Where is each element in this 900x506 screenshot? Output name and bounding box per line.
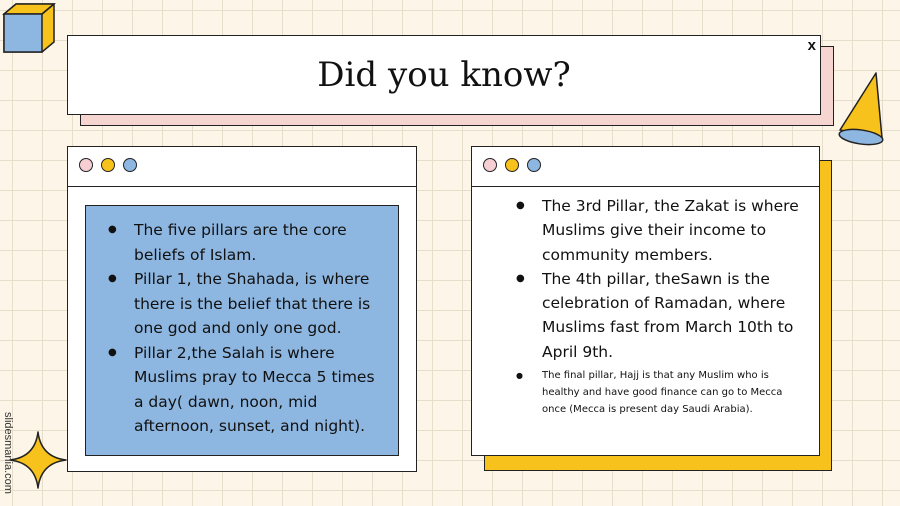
window-dot-pink <box>79 158 93 172</box>
watermark-text: slidesmania.com <box>2 412 14 494</box>
list-item: ● Pillar 1, the Shahada, is where there is the belief that there is one god and only one god. <box>100 267 388 341</box>
right-bullet-list <box>472 187 819 418</box>
right-window <box>471 146 820 456</box>
page-title: Did you know? <box>317 55 571 95</box>
cube-icon <box>2 2 56 54</box>
list-item: ● The 3rd Pillar, the Zakat is where Muslims give their income to community members. <box>508 194 807 267</box>
left-content-box <box>85 205 399 456</box>
list-item: ● The 4th pillar, theSawn is the celebration of Ramadan, where Muslims fast from March 10th to April 9th. <box>508 267 807 364</box>
left-window-titlebar <box>68 147 416 187</box>
window-dot-blue <box>527 158 541 172</box>
window-dot-yellow <box>101 158 115 172</box>
close-icon[interactable]: x <box>807 37 816 54</box>
window-dot-yellow <box>505 158 519 172</box>
right-window-titlebar <box>472 147 819 187</box>
title-card <box>67 35 821 115</box>
list-item: ● Pillar 2,the Salah is where Muslims pray to Mecca 5 times a day( dawn, noon, mid afternoon, sunset, and night). <box>100 341 388 439</box>
list-item: ● The final pillar, Hajj is that any Muslim who is healthy and have good finance can go to Mecca once (Mecca is present day Saudi Arabia). <box>508 367 807 418</box>
list-item: ● The five pillars are the core beliefs of Islam. <box>100 218 388 267</box>
left-window <box>67 146 417 472</box>
left-bullet-list <box>86 206 398 439</box>
cone-icon <box>836 70 888 152</box>
window-dot-pink <box>483 158 497 172</box>
sparkle-star-icon <box>8 430 68 490</box>
window-dot-blue <box>123 158 137 172</box>
